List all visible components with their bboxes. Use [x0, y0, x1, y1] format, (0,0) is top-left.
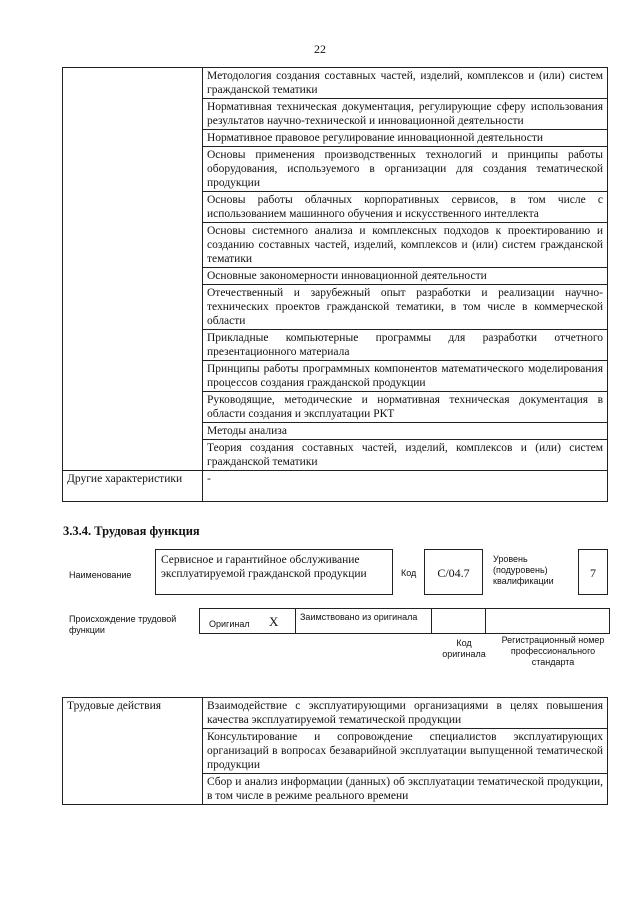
qualification-level-box: 7: [578, 549, 608, 595]
knowledge-item: Основы применения производственных технологий и принципы работы оборудования, используемого в организации для создания тематической продукции: [203, 147, 608, 192]
knowledge-item: Методология создания составных частей, изделий, комплексов и (или) систем гражданской тематики: [203, 68, 608, 99]
page-number: 22: [314, 42, 326, 56]
function-name-box: Сервисное и гарантийное обслуживание эксплуатируемой гражданской продукции: [155, 549, 393, 595]
table-row: [63, 68, 608, 99]
knowledge-item: Отечественный и зарубежный опыт разработки и реализации научно-технических проектов гражданской тематики, в том числе в коммерческой области: [203, 285, 608, 330]
required-knowledge-label-cell: [63, 68, 203, 471]
knowledge-item: Основы работы облачных корпоративных сервисов, в том числе с использованием машинного обучения и искусственного интеллекта: [203, 192, 608, 223]
other-characteristics-label: Другие характеристики: [63, 471, 203, 502]
knowledge-item: Руководящие, методические и нормативная техническая документация в области создания и эксплуатации РКТ: [203, 392, 608, 423]
actions-table: [62, 697, 608, 805]
knowledge-item: Принципы работы программных компонентов математического моделирования процессов создания гражданской продукции: [203, 361, 608, 392]
origin-label: Происхождение трудовой функции: [69, 614, 177, 635]
function-code-box: С/04.7: [424, 549, 483, 595]
original-mark: X: [269, 614, 279, 629]
knowledge-item: Прикладные компьютерные программы для разработки отчетного презентационного материала: [203, 330, 608, 361]
name-label: Наименование: [69, 570, 132, 580]
code-original-cell: [432, 609, 486, 633]
qualification-level-label: Уровень (подуровень) квалификации: [493, 554, 554, 586]
knowledge-item: Основные закономерности инновационной деятельности: [203, 268, 608, 285]
labor-actions-label: Трудовые действия: [63, 698, 203, 805]
knowledge-item: Теория создания составных частей, изделий, комплексов и (или) систем гражданской тематики: [203, 440, 608, 471]
borrowed-label: Заимствовано из оригинала: [300, 612, 418, 622]
labor-action-item: Взаимодействие с эксплуатирующими организациями в целях повышения качества эксплуатируемой тематической продукции: [203, 698, 608, 729]
reg-number-cell: [486, 609, 608, 633]
labor-action-item: Сбор и анализ информации (данных) об эксплуатации тематической продукции, в том числе в режиме реального времени: [203, 774, 608, 805]
table-row: [63, 471, 608, 502]
code-label: Код: [401, 568, 417, 578]
knowledge-item: Методы анализа: [203, 423, 608, 440]
borrowed-cell: [296, 609, 432, 633]
origin-row: [199, 608, 610, 634]
original-cell: [200, 609, 296, 633]
other-characteristics-value: -: [203, 471, 608, 502]
knowledge-table: [62, 67, 608, 502]
table-row: [63, 698, 608, 729]
section-heading: 3.3.4. Трудовая функция: [63, 524, 200, 538]
code-original-label: Код оригинала: [442, 638, 486, 659]
original-label: Оригинал: [209, 619, 250, 629]
reg-number-label: Регистрационный номер профессионального стандарта: [501, 635, 605, 667]
knowledge-item: Нормативная техническая документация, регулирующие сферу использования результатов научно-технической и инновационной деятельности: [203, 99, 608, 130]
knowledge-item: Основы системного анализа и комплексных подходов к проектированию и созданию составных частей, изделий, комплексов и (или) систем гражданской тематики: [203, 223, 608, 268]
labor-action-item: Консультирование и сопровождение специалистов эксплуатирующих организаций в вопросах безаварийной эксплуатации выпущенной тематической продукции: [203, 729, 608, 774]
knowledge-item: Нормативное правовое регулирование инновационной деятельности: [203, 130, 608, 147]
